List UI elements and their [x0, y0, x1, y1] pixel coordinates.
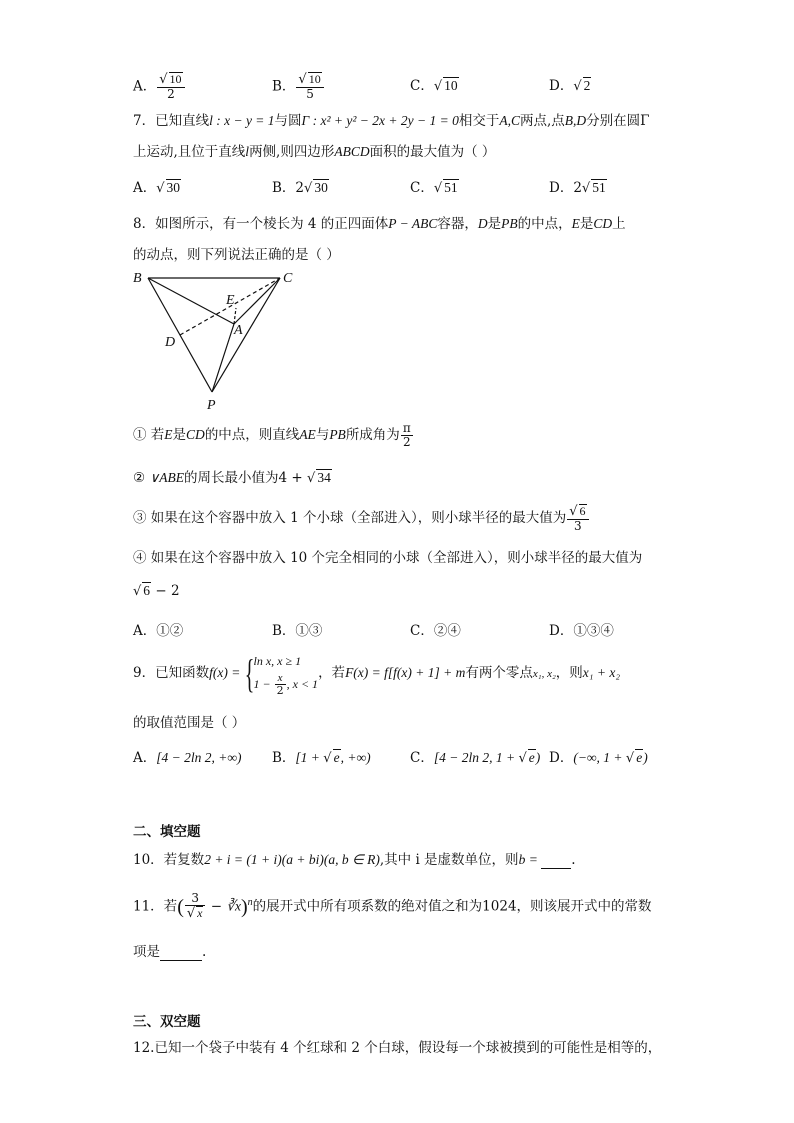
- label-b: B: [133, 271, 142, 286]
- q8-statement-4: ④ 如果在这个容器中放入 10 个完全相同的小球（全部进入），则小球半径的最大值为: [133, 550, 643, 566]
- tetrahedron-figure: [130, 268, 310, 414]
- q8-line2: 的动点，则下列说法正确的是（ ）: [133, 247, 340, 263]
- q7-line1: 7．已知直线l : x − y = 1与圆Γ : x² + y² − 2x + 2y − 1 = 0相交于A,C两点,点B,D分别在圆Γ: [133, 113, 650, 129]
- q6-option-b: B． $\frac{√ 10}{5}$: [272, 72, 325, 101]
- q8-statement-2: ② ∨ABE的周长最小值为4 + √ 34: [133, 470, 331, 486]
- label-p: P: [207, 398, 216, 413]
- q7-options: [133, 176, 673, 196]
- q8-option-b: B．①③: [272, 623, 323, 639]
- q7-option-b: B．2√ 30: [272, 180, 328, 196]
- q9-option-b: B．[1 + √ e, +∞): [272, 750, 371, 766]
- q7-option-c: C．√ 51: [410, 180, 458, 196]
- label-a: A: [234, 323, 243, 338]
- q11-line2: 项是 .: [133, 944, 207, 960]
- q9-option-d: D．(−∞, 1 + √ e): [549, 750, 648, 766]
- q11-answer-blank[interactable]: [160, 944, 202, 961]
- label-e: E: [226, 293, 235, 308]
- q8-statement-1: ① 若E是CD的中点，则直线AE与PB所成角为 $\frac{\pi}{2}$: [133, 420, 411, 449]
- q10-answer-blank[interactable]: [541, 852, 571, 869]
- q8-option-d: D．①③④: [549, 623, 614, 639]
- q8-option-c: C．②④: [410, 623, 461, 639]
- q9-option-a: A．[4 − 2ln 2, +∞): [133, 750, 242, 766]
- label-c: C: [283, 271, 293, 286]
- q6-option-a: A． $\frac{√ 10}{2}$: [133, 72, 186, 101]
- q11-line1: 11．若( $\frac{3}{√ x}$ − ∛x)$^n$的展开式中所有项系数的绝对值之和为1024，则该展开式中的常数: [133, 891, 652, 922]
- q6-option-c: C．√ 10: [410, 78, 458, 94]
- label-d: D: [165, 335, 176, 350]
- q9-line1: 9．已知函数f(x) = { ln x, x ≥ 1 1 − $\frac{x}{2}$ , x < 1 ，若F(x) = f[f(x) + 1] + m有两个零点x₁, x₂，则x₁ + x₂: [133, 650, 621, 697]
- edge-cp: [212, 278, 280, 392]
- q7-option-d: D．2√ 51: [549, 180, 606, 196]
- q10: 10．若复数2 + i = (1 + i)(a + bi)(a, b ∈ R),其中 i 是虚数单位，则b = .: [133, 852, 576, 868]
- section-heading-double-blank: 三、双空题: [133, 1014, 201, 1030]
- q12-line1: 12.已知一个袋子中装有 4 个红球和 2 个白球，假设每一个球被摸到的可能性是相等的，: [133, 1040, 662, 1056]
- section-heading-fill-blank: 二、填空题: [133, 824, 201, 840]
- piecewise-cases: ln x, x ≥ 1 1 − $\frac{x}{2}$ , x < 1: [253, 653, 319, 697]
- q7-option-a: A．√ 30: [133, 180, 181, 196]
- q6-option-d: D．√ 2: [549, 78, 591, 94]
- q9-line2: 的取值范围是（ ）: [133, 715, 246, 731]
- q8-line1: 8．如图所示，有一个棱长为 4 的正四面体P − ABC容器，D是PB的中点，E是CD上: [133, 216, 626, 232]
- q8-statement-4-cont: √ 6 − 2: [133, 583, 180, 599]
- q9-options: [133, 746, 673, 768]
- q8-options: [133, 619, 673, 639]
- q9-option-c: C．[4 − 2ln 2, 1 + √ e): [410, 750, 541, 766]
- q8-statement-3: ③ 如果在这个容器中放入 1 个小球（全部进入），则小球半径的最大值为 $\frac{√ 6}{3}$: [133, 500, 590, 536]
- edge-ap: [212, 324, 234, 392]
- q8-option-a: A．①②: [133, 623, 184, 639]
- q7-line2: 上运动,且位于直线l两侧,则四边形ABCD面积的最大值为（ ）: [133, 144, 496, 160]
- q6-options: [133, 64, 673, 100]
